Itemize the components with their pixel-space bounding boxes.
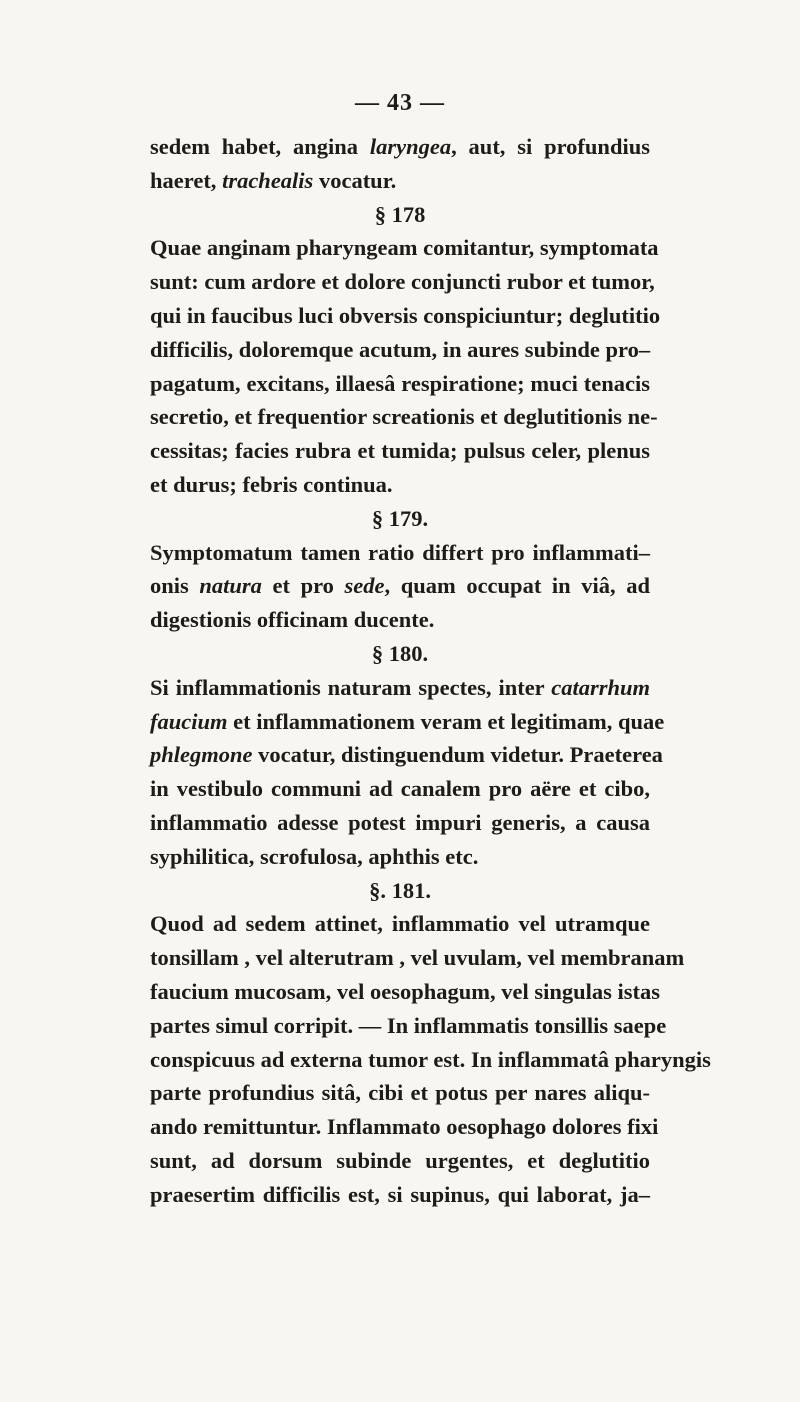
text-segment: § 178	[374, 201, 426, 227]
text-line	[150, 975, 661, 1009]
text-segment: syphilitica, scrofulosa, aphthis etc.	[150, 843, 479, 869]
text-line	[150, 738, 663, 772]
text-segment: § 180.	[371, 640, 429, 666]
text-line	[150, 569, 650, 603]
text-segment: Quod ad sedem attinet, inflammatio vel utramque	[150, 911, 650, 937]
italic-term: trachealis	[222, 167, 314, 193]
italic-term: natura	[199, 573, 262, 599]
text-segment: praesertim difficilis est, si supinus, qui laborat, ja–	[150, 1181, 650, 1207]
text-segment: , quam occupat in viâ, ad	[384, 573, 650, 599]
text-segment: § 179.	[371, 505, 429, 531]
text-line	[150, 1009, 667, 1043]
section-heading	[150, 502, 650, 536]
text-line	[150, 1076, 650, 1110]
body-text	[150, 130, 711, 1212]
text-segment: sunt: cum ardore et dolore conjuncti rubor et tumor,	[150, 269, 655, 295]
italic-term: sede	[344, 573, 385, 599]
text-segment: tonsillam , vel alterutram , vel uvulam, vel membranam	[150, 945, 685, 971]
text-segment: , aut, si profundius	[451, 134, 650, 159]
text-segment: in vestibulo communi ad canalem pro aëre et cibo,	[150, 776, 650, 802]
text-segment: Quae anginam pharyngeam comitantur, symptomata	[150, 235, 659, 261]
text-segment: inflammatio adesse potest impuri generis, a causa	[150, 809, 650, 835]
page-number: — 43 —	[355, 90, 445, 116]
text-line	[150, 1178, 650, 1212]
text-segment: Symptomatum tamen ratio differt pro inflammati–	[150, 539, 650, 565]
text-line	[150, 603, 650, 637]
italic-term: phlegmone	[150, 742, 253, 768]
text-segment: et durus; febris continua.	[150, 471, 393, 497]
italic-term: catarrhum	[551, 674, 650, 700]
text-segment: §. 181.	[369, 877, 431, 903]
text-segment: ando remittuntur. Inflammato oesophago dolores fixi	[150, 1114, 659, 1140]
text-line	[150, 671, 650, 705]
italic-term: faucium	[150, 708, 228, 734]
text-segment: cessitas; facies rubra et tumida; pulsus celer, plenus	[150, 438, 650, 464]
text-segment: sedem habet, angina	[150, 134, 370, 159]
text-line	[150, 907, 650, 941]
text-line	[150, 468, 650, 502]
text-segment: Si inflammationis naturam spectes, inter	[150, 674, 552, 700]
text-line	[150, 536, 650, 570]
text-line	[150, 299, 661, 333]
text-segment: pagatum, excitans, illaesâ respiratione; muci tenacis	[150, 370, 650, 396]
text-line	[150, 265, 655, 299]
text-segment: onis	[150, 573, 200, 599]
text-segment: qui in faucibus luci obversis conspiciuntur; deglutitio	[150, 302, 661, 328]
text-line	[150, 231, 659, 265]
text-line	[150, 130, 650, 164]
text-segment: secretio, et frequentior screationis et deglutitionis ne-	[150, 404, 658, 430]
section-heading	[150, 637, 650, 671]
text-line	[150, 1110, 659, 1144]
text-line	[150, 164, 650, 198]
text-segment: vocatur, distinguendum videtur. Praeterea	[252, 742, 663, 768]
text-segment: et inflammationem veram et legitimam, quae	[227, 708, 665, 734]
text-line	[150, 705, 665, 739]
text-segment: faucium mucosam, vel oesophagum, vel singulas istas	[150, 978, 661, 1004]
text-line	[150, 1043, 711, 1077]
text-segment: conspicuus ad externa tumor est. In inflammatâ pharyngis	[150, 1046, 711, 1072]
text-segment: et pro	[261, 573, 345, 599]
text-line	[150, 806, 650, 840]
text-line	[150, 333, 650, 367]
text-line	[150, 840, 650, 874]
text-line	[150, 1144, 650, 1178]
text-segment: digestionis officinam ducente.	[150, 607, 435, 633]
text-line	[150, 772, 650, 806]
text-segment: haeret,	[150, 167, 223, 193]
section-heading	[150, 198, 650, 232]
text-segment: vocatur.	[313, 167, 397, 193]
text-segment: sunt, ad dorsum subinde urgentes, et deglutitio	[150, 1147, 650, 1173]
text-line	[150, 941, 685, 975]
text-line	[150, 434, 650, 468]
text-line	[150, 400, 658, 434]
text-segment: difficilis, doloremque acutum, in aures subinde pro–	[150, 336, 651, 362]
text-segment: partes simul corripit. — In inflammatis tonsillis saepe	[150, 1012, 667, 1038]
italic-term: laryngea	[369, 134, 452, 159]
section-heading	[150, 874, 650, 908]
text-line	[150, 367, 650, 401]
text-segment: parte profundius sitâ, cibi et potus per nares aliqu-	[150, 1080, 650, 1106]
